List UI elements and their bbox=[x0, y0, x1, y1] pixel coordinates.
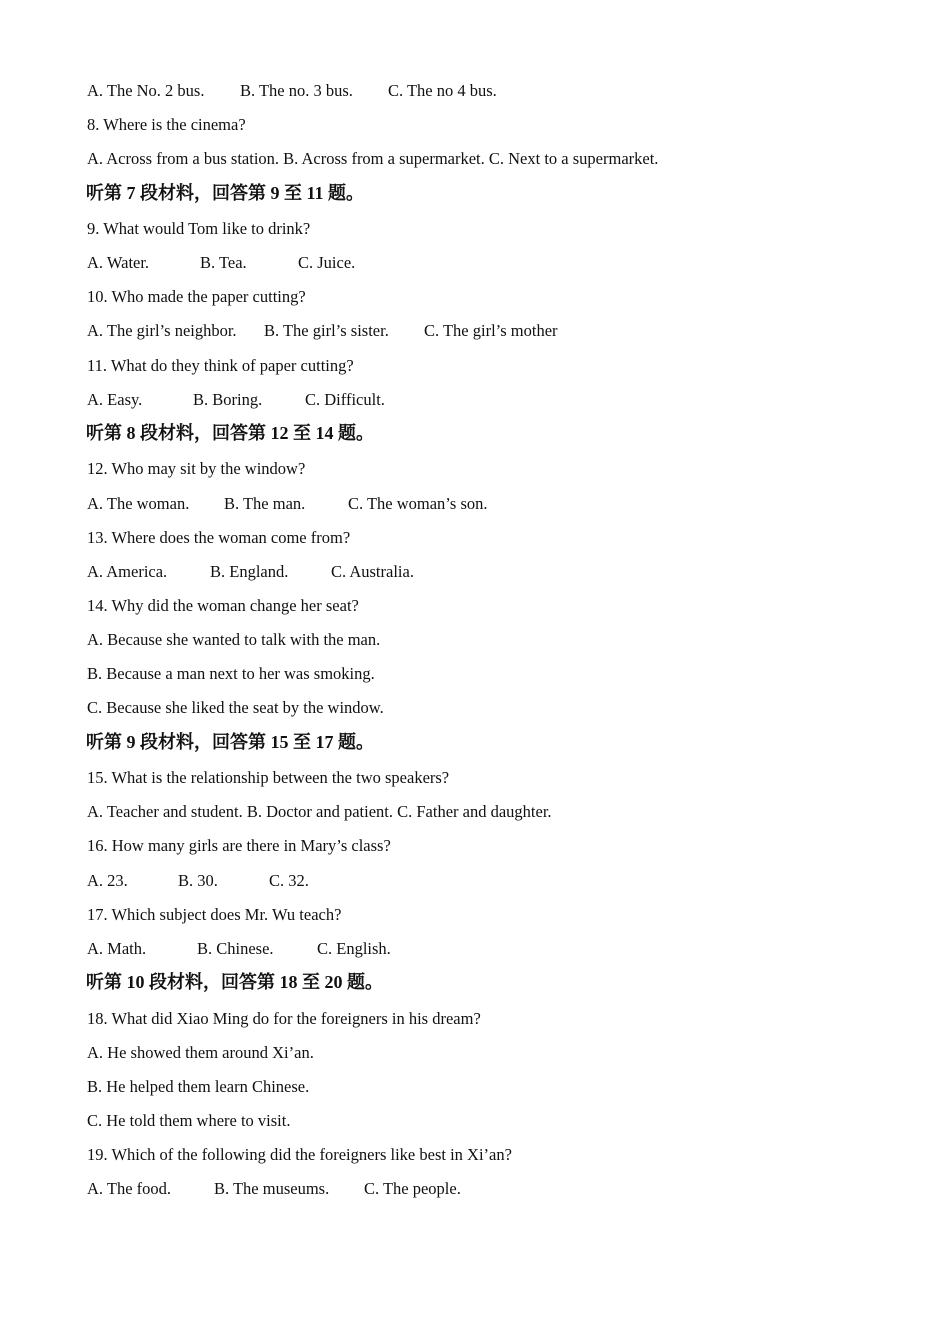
option-c: C. The people. bbox=[364, 1179, 461, 1198]
section-heading-9: 听第 9 段材料，回答第 15 至 17 题。 bbox=[86, 732, 374, 752]
q19-question: 19. Which of the following did the foreigners like best in Xi’an? bbox=[87, 1145, 512, 1164]
option-c: C. Difficult. bbox=[305, 390, 385, 409]
option-c: C. Australia. bbox=[331, 562, 414, 581]
option-c: C. Juice. bbox=[298, 253, 356, 272]
q12-question: 12. Who may sit by the window? bbox=[87, 459, 306, 478]
q9-question: 9. What would Tom like to drink? bbox=[87, 219, 311, 238]
option-a: A. The woman. bbox=[87, 494, 190, 513]
q11-options bbox=[87, 390, 385, 410]
option-a: A. Math. bbox=[87, 939, 147, 958]
q19-options bbox=[87, 1179, 461, 1199]
option-c: C. The woman’s son. bbox=[348, 494, 488, 513]
q8-options: A. Across from a bus station. B. Across from a supermarket. C. Next to a supermarket. bbox=[87, 149, 659, 168]
option-b: B. The no. 3 bus. bbox=[240, 81, 353, 100]
option-b: B. Tea. bbox=[200, 253, 247, 272]
q18-question: 18. What did Xiao Ming do for the foreigners in his dream? bbox=[87, 1009, 481, 1028]
q17-question: 17. Which subject does Mr. Wu teach? bbox=[87, 905, 342, 924]
q12-options bbox=[87, 494, 488, 514]
option-b: B. The girl’s sister. bbox=[264, 321, 389, 340]
q15-question: 15. What is the relationship between the two speakers? bbox=[87, 768, 450, 787]
q11-question: 11. What do they think of paper cutting? bbox=[87, 356, 354, 375]
option-b: B. Boring. bbox=[193, 390, 263, 409]
q18-option-a: A. He showed them around Xi’an. bbox=[87, 1043, 314, 1062]
q16-question: 16. How many girls are there in Mary’s class? bbox=[87, 836, 391, 855]
q13-question: 13. Where does the woman come from? bbox=[87, 528, 351, 547]
q14-option-b: B. Because a man next to her was smoking. bbox=[87, 664, 375, 683]
q9-options bbox=[87, 253, 355, 273]
option-c: C. The no 4 bus. bbox=[388, 81, 497, 100]
q10-options bbox=[87, 321, 558, 341]
q18-option-b: B. He helped them learn Chinese. bbox=[87, 1077, 310, 1096]
section-heading-7: 听第 7 段材料，回答第 9 至 11 题。 bbox=[86, 183, 365, 203]
option-a: A. Water. bbox=[87, 253, 150, 272]
option-b: B. England. bbox=[210, 562, 289, 581]
option-c: C. English. bbox=[317, 939, 391, 958]
option-a: A. The No. 2 bus. bbox=[87, 81, 205, 100]
q14-option-c: C. Because she liked the seat by the window. bbox=[87, 698, 384, 717]
q17-options bbox=[87, 939, 391, 959]
option-a: A. Easy. bbox=[87, 390, 143, 409]
q14-question: 14. Why did the woman change her seat? bbox=[87, 596, 359, 615]
section-heading-8: 听第 8 段材料，回答第 12 至 14 题。 bbox=[86, 423, 374, 443]
option-b: B. 30. bbox=[178, 871, 218, 890]
q8-question: 8. Where is the cinema? bbox=[87, 115, 246, 134]
option-c: C. 32. bbox=[269, 871, 309, 890]
option-a: A. The food. bbox=[87, 1179, 172, 1198]
option-a: A. America. bbox=[87, 562, 168, 581]
option-b: B. The museums. bbox=[214, 1179, 330, 1198]
q7-options bbox=[87, 81, 497, 101]
section-heading-10: 听第 10 段材料，回答第 18 至 20 题。 bbox=[86, 972, 383, 992]
q13-options bbox=[87, 562, 414, 582]
q14-option-a: A. Because she wanted to talk with the man. bbox=[87, 630, 381, 649]
option-a: A. The girl’s neighbor. bbox=[87, 321, 237, 340]
q18-option-c: C. He told them where to visit. bbox=[87, 1111, 291, 1130]
q16-options bbox=[87, 871, 309, 891]
option-a: A. 23. bbox=[87, 871, 128, 890]
option-c: C. The girl’s mother bbox=[424, 321, 558, 340]
option-b: B. Chinese. bbox=[197, 939, 274, 958]
option-b: B. The man. bbox=[224, 494, 306, 513]
q15-options: A. Teacher and student. B. Doctor and patient. C. Father and daughter. bbox=[87, 802, 552, 821]
q10-question: 10. Who made the paper cutting? bbox=[87, 287, 306, 306]
